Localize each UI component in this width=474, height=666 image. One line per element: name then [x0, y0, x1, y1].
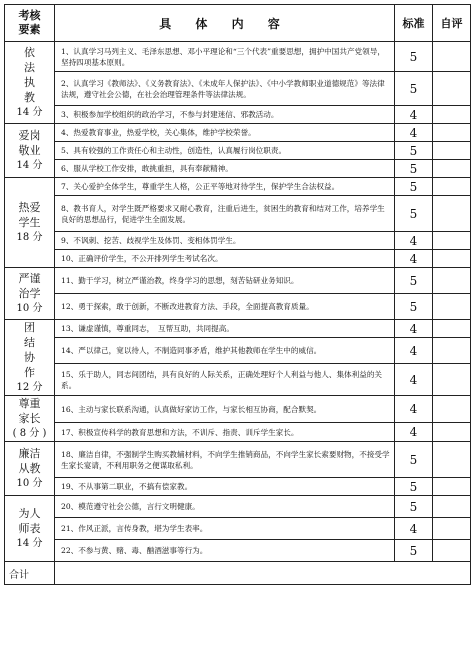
item-text: 4、热爱教育事业，热爱学校，关心集体，维护学校荣誉。 [55, 124, 395, 142]
table-row [5, 72, 471, 106]
category-cell [5, 124, 55, 178]
category-cell [5, 320, 55, 396]
item-text: 14、严以律己，宽以待人，不制造同事矛盾，维护其他教师在学生中的威信。 [55, 338, 395, 364]
item-text: 10、正确评价学生，不公开排列学生考试名次。 [55, 250, 395, 268]
category-cell [5, 442, 55, 496]
item-text: 19、不从事第二职业，不搞有偿家教。 [55, 478, 395, 496]
category-text: 作 [24, 366, 35, 379]
standard-score: 5 [395, 294, 433, 320]
category-cell [5, 268, 55, 320]
header-content: 具 体 内 容 [55, 5, 395, 42]
standard-score: 5 [395, 178, 433, 196]
item-text: 9、不讽刺、挖苦、歧视学生及体罚、变相体罚学生。 [55, 232, 395, 250]
category-cell [5, 178, 55, 268]
table-row [5, 160, 471, 178]
standard-score: 4 [395, 338, 433, 364]
standard-score: 4 [395, 320, 433, 338]
category-text: 严谨 [18, 272, 41, 285]
table-row [5, 442, 471, 478]
table-row [5, 196, 471, 232]
item-text: 7、关心爱护全体学生，尊重学生人格，公正平等地对待学生，保护学生合法权益。 [55, 178, 395, 196]
self-eval-cell[interactable] [433, 423, 471, 442]
self-eval-cell[interactable] [433, 496, 471, 518]
self-eval-cell[interactable] [433, 106, 471, 124]
category-text: 廉洁 [18, 447, 41, 460]
item-text: 1、认真学习马列主义、毛泽东思想、邓小平理论和“三个代表”重要思想，拥护中国共产党领导，坚持四项基本原则。 [55, 42, 395, 72]
category-text: 爱岗 [18, 129, 41, 142]
category-text: 家长 [18, 412, 41, 425]
table-row [5, 320, 471, 338]
category-text: 治学 [18, 287, 41, 300]
category-text: 团 [24, 321, 35, 334]
total-row [5, 562, 471, 585]
category-text: 法 [24, 61, 35, 74]
category-cell [5, 496, 55, 562]
category-text: 从教 [18, 462, 41, 475]
category-text: 热爱 [18, 201, 41, 214]
item-text: 15、乐于助人，同志间团结，具有良好的人际关系，正确处理好个人利益与他人、集体利益的关系。 [55, 364, 395, 396]
item-text: 3、积极参加学校组织的政治学习，不参与封建迷信、邪教活动。 [55, 106, 395, 124]
self-eval-cell[interactable] [433, 124, 471, 142]
table-row [5, 364, 471, 396]
category-text: 师表 [18, 522, 41, 535]
table-row [5, 232, 471, 250]
self-eval-cell[interactable] [433, 160, 471, 178]
category-cell [5, 42, 55, 124]
category-score: 12 分 [16, 382, 43, 393]
category-text: 为人 [18, 507, 41, 520]
self-eval-cell[interactable] [433, 442, 471, 478]
table-row [5, 250, 471, 268]
standard-score: 5 [395, 196, 433, 232]
self-eval-cell[interactable] [433, 518, 471, 540]
header-self-eval: 自评 [433, 5, 471, 42]
item-text: 6、服从学校工作安排，敢挑重担，具有奉献精神。 [55, 160, 395, 178]
category-score: 14 分 [16, 107, 43, 118]
standard-score: 4 [395, 106, 433, 124]
category-text: 执 [24, 76, 35, 89]
header-category-line1: 考核 [18, 9, 41, 22]
item-text: 22、不参与黄、赌、毒、酗酒滋事等行为。 [55, 540, 395, 562]
item-text: 16、主动与家长联系沟通，认真做好家访工作，与家长相互协商，配合默契。 [55, 396, 395, 423]
standard-score: 5 [395, 496, 433, 518]
category-text: 依 [24, 46, 35, 59]
table-row [5, 518, 471, 540]
self-eval-cell[interactable] [433, 338, 471, 364]
item-text: 11、勤于学习，树立严谨治教，终身学习的思想，刻苦钻研业务知识。 [55, 268, 395, 294]
self-eval-cell[interactable] [433, 178, 471, 196]
header-category [5, 5, 55, 42]
table-row [5, 142, 471, 160]
category-text: 结 [24, 336, 35, 349]
self-eval-cell[interactable] [433, 42, 471, 72]
category-text: 敬业 [18, 144, 41, 157]
header-category-line2: 要素 [18, 23, 41, 36]
category-cell [5, 396, 55, 442]
table-row [5, 294, 471, 320]
self-eval-cell[interactable] [433, 320, 471, 338]
item-text: 8、教书育人，对学生既严格要求又耐心教育，注重后进生，贫困生的教育和结对工作，培养学生良好的思想品行，促进学生全面发展。 [55, 196, 395, 232]
self-eval-cell[interactable] [433, 232, 471, 250]
self-eval-cell[interactable] [433, 142, 471, 160]
category-text: 尊重 [18, 397, 41, 410]
standard-score: 5 [395, 42, 433, 72]
header-standard: 标准 [395, 5, 433, 42]
standard-score: 5 [395, 540, 433, 562]
self-eval-cell[interactable] [433, 250, 471, 268]
evaluation-form [4, 4, 470, 662]
standard-score: 4 [395, 250, 433, 268]
standard-score: 5 [395, 268, 433, 294]
category-score: 10 分 [16, 303, 43, 314]
total-label: 合计 [5, 562, 55, 585]
standard-score: 5 [395, 160, 433, 178]
table-row [5, 396, 471, 423]
standard-score: 5 [395, 478, 433, 496]
evaluation-table [4, 4, 471, 585]
item-text: 20、模范遵守社会公德，言行文明健康。 [55, 496, 395, 518]
self-eval-cell[interactable] [433, 268, 471, 294]
self-eval-cell[interactable] [433, 196, 471, 232]
standard-score: 4 [395, 232, 433, 250]
standard-score: 5 [395, 72, 433, 106]
table-row [5, 423, 471, 442]
standard-score: 4 [395, 518, 433, 540]
category-score: ( 8 分 ) [12, 428, 47, 439]
self-eval-cell[interactable] [433, 540, 471, 562]
table-row [5, 338, 471, 364]
item-text: 18、廉洁自律，不强制学生购买教辅材料，不向学生推销商品，不向学生家长索要财物，不接受学生家长宴请，不利用职务之便谋取私利。 [55, 442, 395, 478]
item-text: 12、勇于探索，敢于创新，不断改进教育方法、手段，全面提高教育质量。 [55, 294, 395, 320]
standard-score: 4 [395, 396, 433, 423]
standard-score: 4 [395, 364, 433, 396]
self-eval-cell[interactable] [433, 294, 471, 320]
category-score: 14 分 [16, 160, 43, 171]
standard-score: 5 [395, 142, 433, 160]
total-value-cell[interactable] [55, 562, 471, 585]
item-text: 21、作风正派，言传身教，堪为学生表率。 [55, 518, 395, 540]
self-eval-cell[interactable] [433, 478, 471, 496]
standard-score: 4 [395, 423, 433, 442]
table-row [5, 478, 471, 496]
table-row [5, 268, 471, 294]
item-text: 2、认真学习《教师法》、《义务教育法》、《未成年人保护法》、《中小学教师职业道德规范》等法律法规，遵守社会公德，在社会治理管理条件等法律法规。 [55, 72, 395, 106]
table-row [5, 106, 471, 124]
item-text: 5、具有较强的工作责任心和主动性，创造性，认真履行岗位职责。 [55, 142, 395, 160]
table-row [5, 42, 471, 72]
item-text: 13、谦虚谨慎，尊重同志， 互帮互助，共同提高。 [55, 320, 395, 338]
category-score: 14 分 [16, 538, 43, 549]
header-row [5, 5, 471, 42]
table-row [5, 124, 471, 142]
standard-score: 5 [395, 442, 433, 478]
item-text: 17、积极宣传科学的教育思想和方法，不训斥、指责、训斥学生家长。 [55, 423, 395, 442]
category-text: 学生 [18, 216, 41, 229]
self-eval-cell[interactable] [433, 72, 471, 106]
category-score: 10 分 [16, 478, 43, 489]
table-row [5, 178, 471, 196]
category-text: 协 [24, 351, 35, 364]
self-eval-cell[interactable] [433, 396, 471, 423]
standard-score: 4 [395, 124, 433, 142]
table-row [5, 540, 471, 562]
category-score: 18 分 [16, 232, 43, 243]
category-text: 教 [24, 91, 35, 104]
table-row [5, 496, 471, 518]
self-eval-cell[interactable] [433, 364, 471, 396]
